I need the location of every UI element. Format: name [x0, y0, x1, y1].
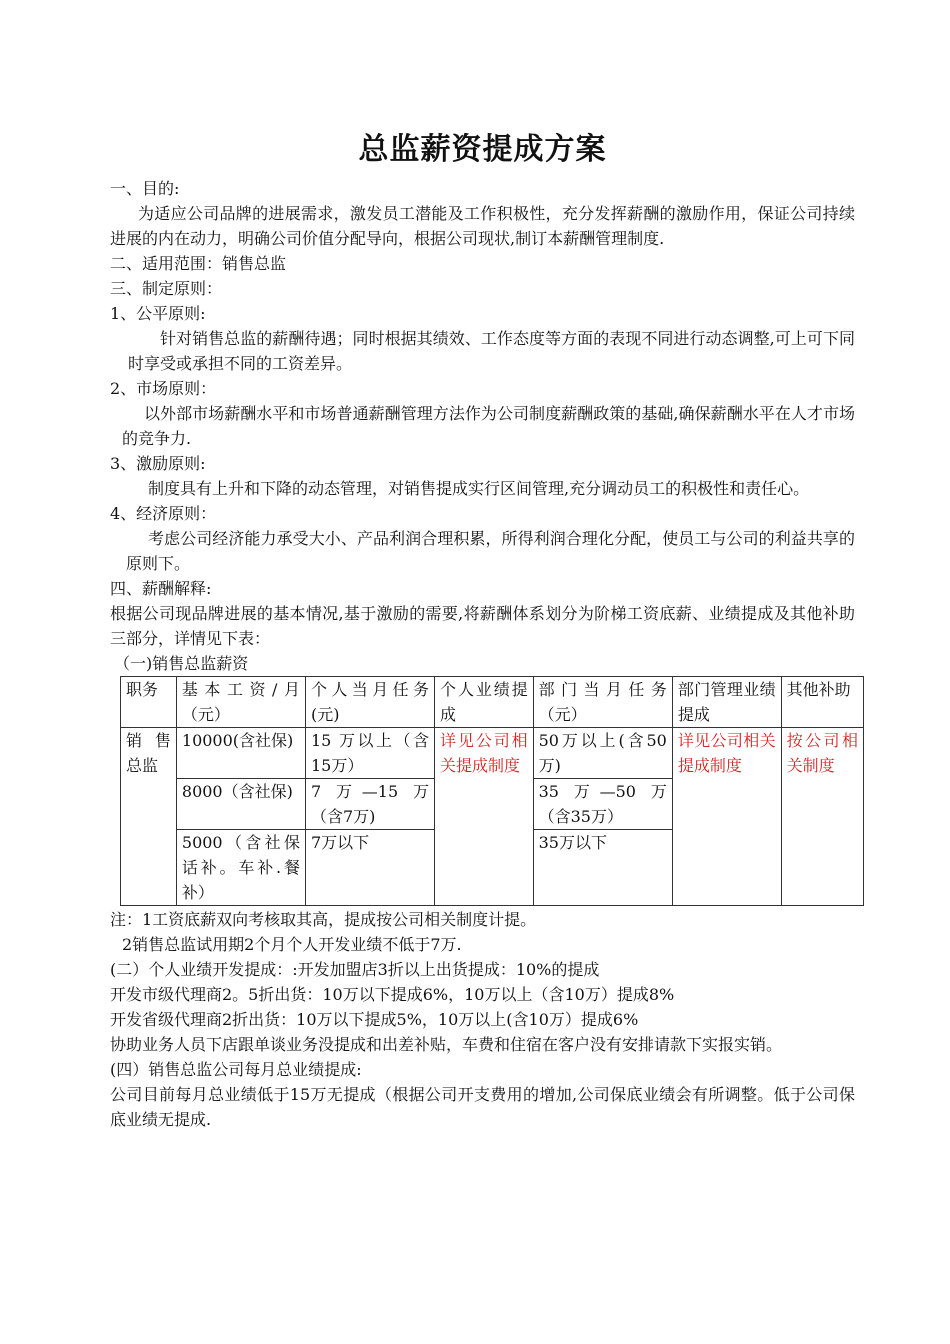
principle-2-heading: 2、市场原则： [110, 379, 217, 398]
dept-task-cell: 50万以上(含50万) [533, 728, 672, 779]
personal-task-cell: 15 万以上（含15万） [305, 728, 434, 779]
personal-task-cell: 7 万—15 万（含7万) [305, 779, 434, 830]
section-1-heading: 一、目的: [110, 179, 180, 198]
table-header-cell: 部门当月任务（元） [533, 677, 672, 728]
other-allowance-cell: 按公司相关制度 [781, 728, 863, 906]
salary-table [120, 676, 864, 906]
monthly-commission-body: 公司目前每月总业绩低于15万无提成（根据公司开支费用的增加,公司保底业绩会有所调整。低于公司保底业绩无提成. [110, 1085, 855, 1129]
table-header-cell: 部门管理业绩提成 [672, 677, 781, 728]
base-salary-cell: 8000（含社保) [176, 779, 305, 830]
monthly-commission-heading: (四）销售总监公司每月总业绩提成: [110, 1060, 362, 1079]
dept-task-cell: 35万以下 [533, 830, 672, 906]
city-agent-line: 开发市级代理商2。5折出货：10万以下提成6%，10万以上（含10万）提成8% [110, 985, 675, 1004]
section-2: 二、适用范围：销售总监 [110, 254, 287, 273]
personal-commission-heading: (二）个人业绩开发提成：:开发加盟店3折以上出货提成：10%的提成 [110, 960, 600, 979]
role-cell: 销售总监 [121, 728, 177, 906]
table-header-cell: 职务 [121, 677, 177, 728]
principle-3-body: 制度具有上升和下降的动态管理，对销售提成实行区间管理,充分调动员工的积极性和责任心。 [148, 479, 810, 498]
principle-4-heading: 4、经济原则： [110, 504, 217, 523]
dept-commission-cell: 详见公司相关提成制度 [672, 728, 781, 906]
personal-task-cell: 7万以下 [305, 830, 434, 906]
assist-line: 协助业务人员下店跟单谈业务没提成和出差补贴，车费和住宿在客户没有安排请款下实报实销。 [110, 1035, 783, 1054]
note-1: 注：1工资底薪双向考核取其高，提成按公司相关制度计提。 [110, 910, 537, 929]
principle-3-heading: 3、激励原则: [110, 454, 206, 473]
base-salary-cell: 10000(含社保) [176, 728, 305, 779]
document-title: 总监薪资提成方案 [358, 132, 607, 167]
table-header-row [121, 677, 864, 728]
table-header-cell: 其他补助 [781, 677, 863, 728]
table-header-cell: 基本工资/月（元） [176, 677, 305, 728]
personal-commission-cell: 详见公司相关提成制度 [435, 728, 534, 906]
principle-1-body: 针对销售总监的薪酬待遇；同时根据其绩效、工作态度等方面的表现不同进行动态调整,可上可下同时享受或承担不同的工资差异。 [128, 329, 855, 373]
section-4-body: 根据公司现品牌进展的基本情况,基于激励的需要,将薪酬体系划分为阶梯工资底薪、业绩提成及其他补助三部分，详情见下表： [110, 604, 855, 648]
document-page [110, 128, 858, 1132]
table-row [121, 728, 864, 779]
principle-4-body: 考虑公司经济能力承受大小、产品利润合理积累，所得利润合理化分配，使员工与公司的利益共享的原则下。 [126, 529, 855, 573]
principle-1-heading: 1、公平原则: [110, 304, 206, 323]
principle-2-body: 以外部市场薪酬水平和市场普通薪酬管理方法作为公司制度薪酬政策的基础,确保薪酬水平在人才市场的竞争力. [122, 404, 855, 448]
section-1-body: 为适应公司品牌的进展需求，激发员工潜能及工作积极性，充分发挥薪酬的激励作用，保证公司持续进展的内在动力，明确公司价值分配导向，根据公司现状,制订本薪酬管理制度. [110, 204, 855, 248]
table-header-cell: 个人业绩提成 [435, 677, 534, 728]
dept-task-cell: 35 万—50 万（含35万） [533, 779, 672, 830]
base-salary-cell: 5000（含社保话补。车补.餐补） [176, 830, 305, 906]
note-2: 2销售总监试用期2个月个人开发业绩不低于7万. [122, 935, 462, 954]
table-caption: （一)销售总监薪资 [114, 654, 249, 673]
table-header-cell: 个人当月任务(元) [305, 677, 434, 728]
section-3-heading: 三、制定原则： [110, 279, 223, 298]
section-4-heading: 四、薪酬解释: [110, 579, 212, 598]
province-agent-line: 开发省级代理商2折出货：10万以下提成5%，10万以上(含10万）提成6% [110, 1010, 639, 1029]
